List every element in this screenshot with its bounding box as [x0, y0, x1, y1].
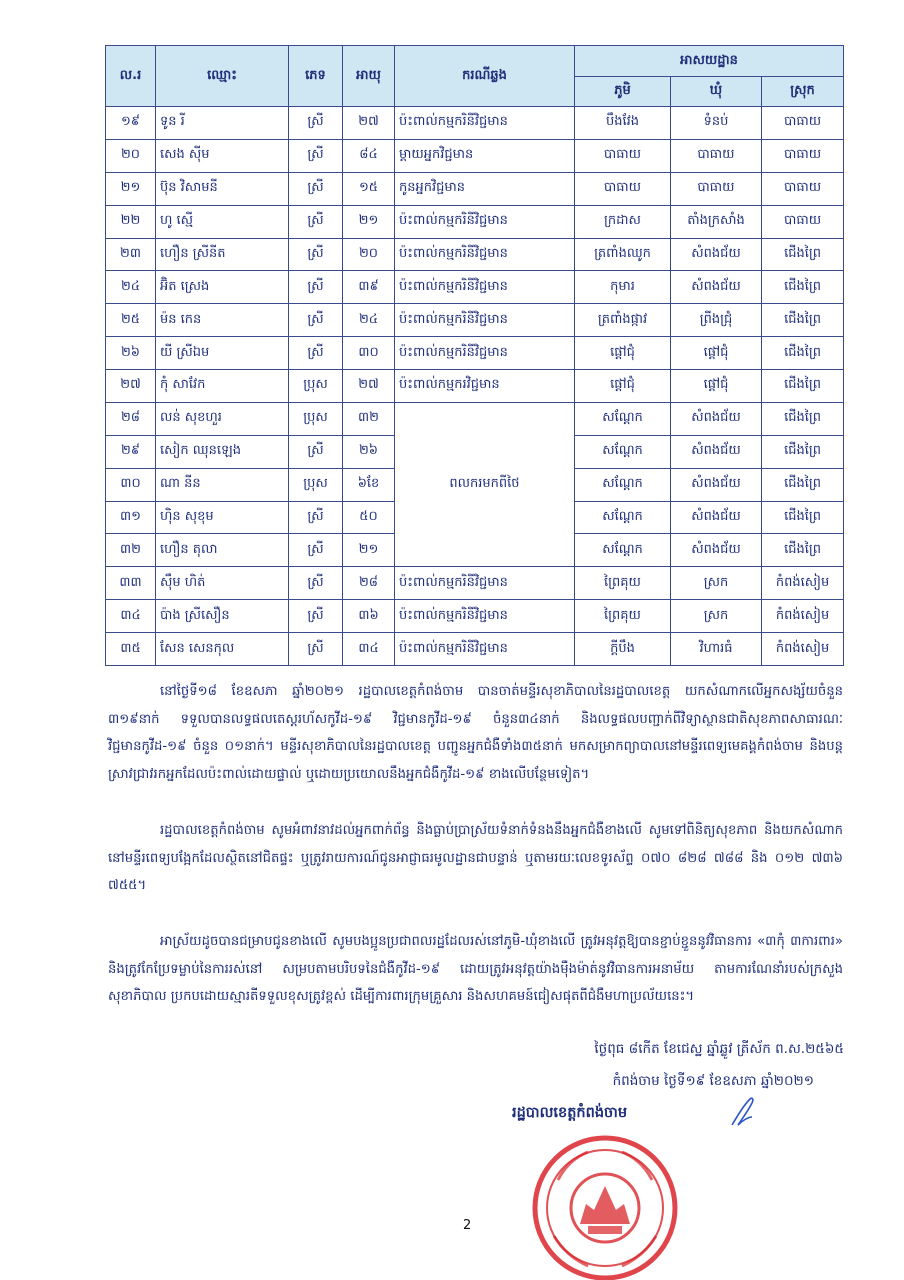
- cell-age: ៣៦: [343, 600, 395, 633]
- cell-name: ស៊ឹម ហិត់: [156, 567, 289, 600]
- cell-sex: ប្រុស: [289, 402, 343, 435]
- table-row: [106, 567, 844, 600]
- table-row: [106, 271, 844, 304]
- header-commune: ឃុំ: [671, 77, 762, 107]
- cell-commune: វិហារធំ: [671, 633, 762, 666]
- cell-sex: ស្រី: [289, 304, 343, 337]
- cell-district: បាធាយ: [762, 172, 844, 205]
- cell-name: ហូ ស្មើ: [156, 205, 289, 238]
- cell-sex: ស្រី: [289, 238, 343, 271]
- cell-village: ត្រពាំងឈូក: [575, 238, 671, 271]
- cell-name: លន់ សុខហួរ: [156, 402, 289, 435]
- cell-name: ហឿន តុលា: [156, 534, 289, 567]
- cell-district: ជើងព្រៃ: [762, 304, 844, 337]
- paragraph-announcement-text: នៅថ្ងៃទី១៨ ខែឧសភា ឆ្នាំ២០២១ រដ្ឋបាលខេត្តកំពង់ចាម បានចាត់មន្ទីរសុខាភិបាលនៃរដ្ឋបាលខេត្ត យកសំណាកលើអ្នកសង្ស័យចំនួន ៣១៩នាក់ ទទួលបានលទ្ធផលតេស្តរហ័សកូវីដ-១៩ វិជ្ជមានកូវីដ-១៩ ចំនួន៣៤នាក់ និងលទ្ធផលបញ្ជាក់ពីវិទ្យាស្ថានជាតិសុខភាពសាធារណៈ វិជ្ជមានកូវីដ-១៩ ចំនួន ០១នាក់។ មន្ទីរសុខាភិបាលនៃរដ្ឋបាលខេត្ត បញ្ជូនអ្នកជំងឺទាំង៣៥នាក់ មកសម្រាកព្យាបាលនៅមន្ទីរពេទ្យមេគង្គកំពង់ចាម និងបន្តស្រាវជ្រាវរកអ្នកដែលប៉ះពាល់ដោយផ្ទាល់ ឬដោយប្រយោលនឹងអ្នកជំងឺកូវីដ-១៩ ខាងលើបន្ថែមទៀត។: [108, 684, 843, 782]
- cell-age: ៣០: [343, 337, 395, 370]
- paragraph-appeal: [108, 817, 843, 900]
- table-row: [106, 337, 844, 370]
- cell-district: ជើងព្រៃ: [762, 238, 844, 271]
- cell-sex: ស្រី: [289, 600, 343, 633]
- paragraph-announcement: [108, 678, 843, 788]
- header-district: ស្រុក: [762, 77, 844, 107]
- cell-case: ប៉ះពាល់កម្មករិនីវិជ្ជមាន: [395, 107, 575, 140]
- cell-name: យី ស្រីឯម: [156, 337, 289, 370]
- cell-commune: សំពងជ័យ: [671, 534, 762, 567]
- cell-no: ១៩: [106, 107, 156, 140]
- cell-name: សែន សេនកុល: [156, 633, 289, 666]
- cell-no: ២៥: [106, 304, 156, 337]
- table-row: [106, 600, 844, 633]
- cell-case: ប៉ះពាល់កម្មករិនីវិជ្ជមាន: [395, 271, 575, 304]
- cell-sex: ស្រី: [289, 435, 343, 468]
- cell-age: ២៦: [343, 435, 395, 468]
- header-sex: ភេទ: [289, 46, 343, 107]
- cell-no: ២២: [106, 205, 156, 238]
- cell-village: បឹងវែង: [575, 107, 671, 140]
- cell-sex: ស្រី: [289, 271, 343, 304]
- cell-district: ជើងព្រៃ: [762, 370, 844, 403]
- cell-no: ២៩: [106, 435, 156, 468]
- cell-district: កំពង់សៀម: [762, 567, 844, 600]
- cell-sex: ប្រុស: [289, 468, 343, 501]
- table-row: [106, 205, 844, 238]
- cell-case: ប៉ះពាល់កម្មករិនីវិជ្ជមាន: [395, 633, 575, 666]
- cell-name: ហឿន ស្រីនីត: [156, 238, 289, 271]
- table-row: [106, 107, 844, 140]
- cell-commune: សំពងជ័យ: [671, 402, 762, 435]
- cell-no: ៣៣: [106, 567, 156, 600]
- cell-no: ៣១: [106, 501, 156, 534]
- cell-age: ២១: [343, 534, 395, 567]
- cell-sex: ស្រី: [289, 107, 343, 140]
- cell-commune: សំពងជ័យ: [671, 435, 762, 468]
- cell-sex: ស្រី: [289, 139, 343, 172]
- table-row: [106, 370, 844, 403]
- cell-commune: តាំងក្រសាំង: [671, 205, 762, 238]
- cell-commune: បាធាយ: [671, 172, 762, 205]
- table-header: [106, 46, 844, 107]
- cell-name: ប៉ាង ស្រីសឿន: [156, 600, 289, 633]
- cell-commune: សំពងជ័យ: [671, 468, 762, 501]
- cell-commune: ព្រីងជ្រុំ: [671, 304, 762, 337]
- cell-district: បាធាយ: [762, 107, 844, 140]
- cell-age: ២៧: [343, 107, 395, 140]
- cell-commune: ផ្ដៅជុំ: [671, 370, 762, 403]
- cell-name: ណា នីន: [156, 468, 289, 501]
- header-no: ល.រ: [106, 46, 156, 107]
- cell-sex: ស្រី: [289, 534, 343, 567]
- cell-village: សណ្ដែក: [575, 435, 671, 468]
- cell-village: សណ្ដែក: [575, 534, 671, 567]
- cell-district: ជើងព្រៃ: [762, 337, 844, 370]
- table-row: [106, 304, 844, 337]
- cell-commune: ទំនប់: [671, 107, 762, 140]
- header-village: ភូមិ: [575, 77, 671, 107]
- cell-name: ម៉ន កេន: [156, 304, 289, 337]
- official-seal: [518, 1120, 693, 1280]
- cell-age: ២៧: [343, 370, 395, 403]
- cell-commune: សំពងជ័យ: [671, 271, 762, 304]
- cases-table: [105, 45, 844, 666]
- cell-age: ២៨: [343, 567, 395, 600]
- cell-no: ៣៤: [106, 600, 156, 633]
- cell-no: ៣២: [106, 534, 156, 567]
- cell-village: បាធាយ: [575, 139, 671, 172]
- cell-sex: ស្រី: [289, 501, 343, 534]
- header-name: ឈ្មោះ: [156, 46, 289, 107]
- cell-name: អ៊ិត ស្រេង: [156, 271, 289, 304]
- paragraph-measures-text: អាស្រ័យដូចបានជម្រាបជូនខាងលើ សូមបងប្អូនប្រជាពលរដ្ឋដែលរស់នៅភូមិ-ឃុំខាងលើ ត្រូវអនុវត្តឱ្យបានខ្ជាប់ខ្ជួននូវវិធានការ «៣កុំ ៣ការពារ» និងត្រូវកែប្រែទម្លាប់នៃការរស់នៅ សម្របតាមបរិបទនៃជំងឺកូវីដ-១៩ ដោយត្រូវអនុវត្តយ៉ាងម៉ឺងម៉ាត់នូវវិធានការអនាម័យ តាមការណែនាំរបស់ក្រសួងសុខាភិបាល ប្រកបដោយស្មារតីទទួលខុសត្រូវខ្ពស់ ដើម្បីការពារក្រុមគ្រួសារ និងសហគមន៍ជៀសផុតពីជំងឺមហាប្រល័យនេះ។: [108, 934, 843, 1004]
- cell-case: ប៉ះពាល់កម្មករិនីវិជ្ជមាន: [395, 238, 575, 271]
- cell-sex: ស្រី: [289, 337, 343, 370]
- cell-case: ពលករមកពីថៃ: [395, 402, 575, 566]
- cell-district: ជើងព្រៃ: [762, 435, 844, 468]
- cell-district: កំពង់សៀម: [762, 633, 844, 666]
- cell-age: ៨៤: [343, 139, 395, 172]
- cell-village: បាធាយ: [575, 172, 671, 205]
- cell-name: ទូន រី: [156, 107, 289, 140]
- cell-sex: ស្រី: [289, 567, 343, 600]
- table-row: [106, 172, 844, 205]
- cell-name: ហ៊ិន សុខុម: [156, 501, 289, 534]
- cell-age: ៦ខែ: [343, 468, 395, 501]
- cell-age: ៣៩: [343, 271, 395, 304]
- cell-village: ក្រដាស: [575, 205, 671, 238]
- cell-sex: ស្រី: [289, 633, 343, 666]
- cell-case: ប៉ះពាល់កម្មករិនីវិជ្ជមាន: [395, 567, 575, 600]
- cell-no: ២៣: [106, 238, 156, 271]
- cell-commune: ស្រក: [671, 567, 762, 600]
- signature-mark: [728, 1095, 756, 1129]
- cell-village: សណ្ដែក: [575, 501, 671, 534]
- cell-age: ២០: [343, 238, 395, 271]
- cell-commune: បាធាយ: [671, 139, 762, 172]
- cell-age: ៣៤: [343, 633, 395, 666]
- cell-no: ២១: [106, 172, 156, 205]
- header-age: អាយុ: [343, 46, 395, 107]
- cell-age: ៥០: [343, 501, 395, 534]
- cell-no: ២៨: [106, 402, 156, 435]
- cell-village: ត្រពាំងផ្កាវ: [575, 304, 671, 337]
- cell-no: ២០: [106, 139, 156, 172]
- signing-office: រដ្ឋបាលខេត្តកំពង់ចាម: [512, 1105, 628, 1121]
- cell-district: ជើងព្រៃ: [762, 534, 844, 567]
- cell-village: កុមារ: [575, 271, 671, 304]
- cell-district: កំពង់សៀម: [762, 600, 844, 633]
- cell-village: ផ្ដៅជុំ: [575, 337, 671, 370]
- cell-case: ប៉ះពាល់កម្មករិនីវិជ្ជមាន: [395, 337, 575, 370]
- page-number: 2: [463, 1218, 472, 1233]
- cell-age: ២១: [343, 205, 395, 238]
- cell-case: ប៉ះពាល់កម្មករិនីវិជ្ជមាន: [395, 600, 575, 633]
- paragraph-measures: [108, 928, 843, 1011]
- cell-district: ជើងព្រៃ: [762, 402, 844, 435]
- lunar-date: ថ្ងៃពុធ ៨កើត ខែជេស្ឋ ឆ្នាំឆ្លូវ ត្រីស័ក ព.ស.២៥៦៥: [594, 1041, 844, 1057]
- cell-case: ប៉ះពាល់កម្មករិនីវិជ្ជមាន: [395, 205, 575, 238]
- cell-sex: ស្រី: [289, 205, 343, 238]
- cell-age: ៣២: [343, 402, 395, 435]
- cell-district: បាធាយ: [762, 139, 844, 172]
- cell-name: កុំ សាវែក: [156, 370, 289, 403]
- cell-village: សណ្ដែក: [575, 402, 671, 435]
- cell-case: ប៉ះពាល់កម្មករវិជ្ជមាន: [395, 370, 575, 403]
- cell-district: ជើងព្រៃ: [762, 271, 844, 304]
- table-row: [106, 238, 844, 271]
- cell-no: ៣០: [106, 468, 156, 501]
- cell-name: សៀក ឈុនឡេង: [156, 435, 289, 468]
- cell-name: សេង ស៊ីម: [156, 139, 289, 172]
- header-case: ករណីឆ្លង: [395, 46, 575, 107]
- cell-no: ២៤: [106, 271, 156, 304]
- header-address: អាសយដ្ឋាន: [575, 46, 844, 77]
- cell-district: ជើងព្រៃ: [762, 501, 844, 534]
- cell-no: ៣៥: [106, 633, 156, 666]
- table-row: [106, 402, 844, 435]
- cell-district: បាធាយ: [762, 205, 844, 238]
- cell-district: ជើងព្រៃ: [762, 468, 844, 501]
- cell-age: ១៥: [343, 172, 395, 205]
- cell-case: កូនអ្នកវិជ្ជមាន: [395, 172, 575, 205]
- cell-sex: ប្រុស: [289, 370, 343, 403]
- cell-village: សណ្ដែក: [575, 468, 671, 501]
- cell-commune: សំពងជ័យ: [671, 238, 762, 271]
- table-row: [106, 633, 844, 666]
- cell-age: ២៤: [343, 304, 395, 337]
- solar-date: កំពង់ចាម ថ្ងៃទី១៩ ខែឧសភា ឆ្នាំ២០២១: [612, 1073, 814, 1089]
- cell-case: ម្ដាយអ្នកវិជ្ជមាន: [395, 139, 575, 172]
- paragraph-appeal-text: រដ្ឋបាលខេត្តកំពង់ចាម សូមអំពាវនាវដល់អ្នកពាក់ព័ន្ធ និងធ្លាប់ប្រាស្រ័យទំនាក់ទំនងនឹងអ្នកជំងឺខាងលើ សូមទៅពិនិត្យសុខភាព និងយកសំណាក នៅមន្ទីរពេទ្យបង្អែកដែលស្ថិតនៅជិតផ្ទះ ឬត្រូវរាយការណ៍ជូនអាជ្ញាធរមូលដ្ឋានជាបន្ទាន់ ឬតាមរយៈលេខទូរស័ព្ទ ០៧០ ៨២៨ ៧៨៨ និង ០១២ ៧៣៦ ៧៥៥។: [108, 823, 843, 893]
- cell-village: ព្រៃគុយ: [575, 567, 671, 600]
- cell-no: ២៦: [106, 337, 156, 370]
- cell-case: ប៉ះពាល់កម្មករិនីវិជ្ជមាន: [395, 304, 575, 337]
- cell-name: ប៊ុន វិសាមនី: [156, 172, 289, 205]
- cell-commune: សំពងជ័យ: [671, 501, 762, 534]
- cell-no: ២៧: [106, 370, 156, 403]
- cell-sex: ស្រី: [289, 172, 343, 205]
- cell-commune: ស្រក: [671, 600, 762, 633]
- cell-village: ផ្ដៅជុំ: [575, 370, 671, 403]
- cell-village: ព្រៃគុយ: [575, 600, 671, 633]
- table-row: [106, 139, 844, 172]
- cell-commune: ផ្ដៅជុំ: [671, 337, 762, 370]
- cell-village: ក្តីបឹង: [575, 633, 671, 666]
- table-body: [106, 107, 844, 666]
